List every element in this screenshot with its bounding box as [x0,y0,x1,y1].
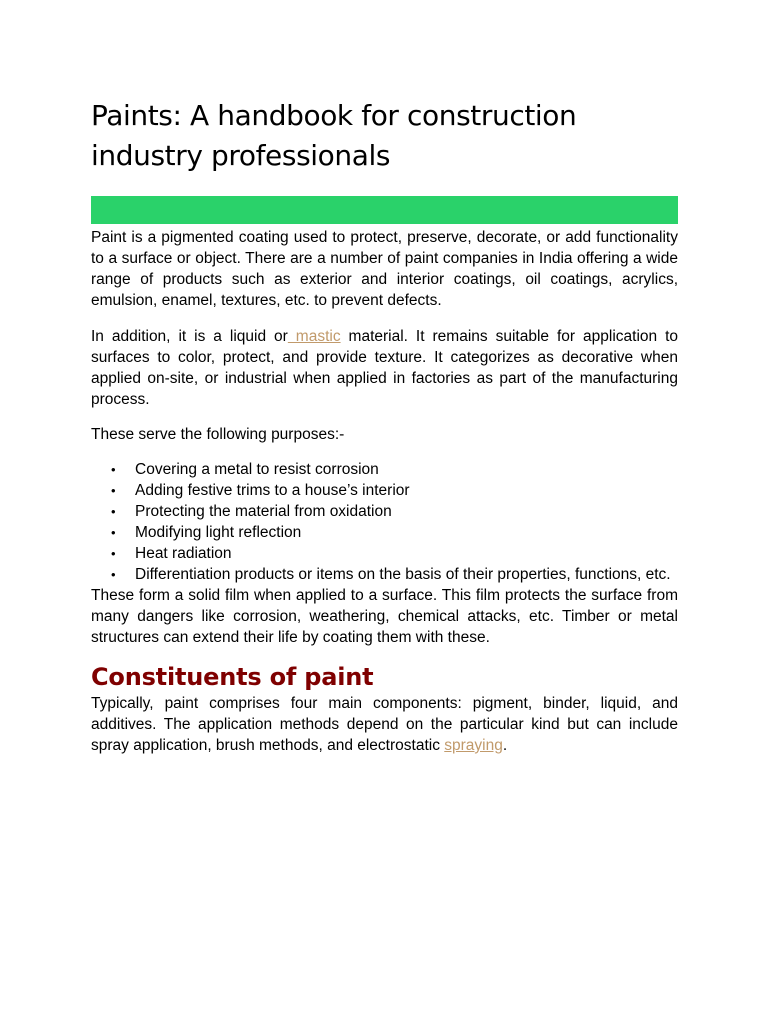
purposes-intro: These serve the following purposes:- [91,426,345,443]
list-item-text: Modifying light reflection [135,524,302,541]
list-item [91,480,678,501]
bullet-icon: • [111,546,116,561]
mastic-paragraph-start: In addition, it is a liquid or [91,328,288,345]
constituents-paragraph-start: Typically, paint comprises four main components: pigment, binder, liquid, and additives. The application methods depend on the particular kind but can include spray application, brush methods, and electrostatic [91,695,678,754]
constituents-paragraph [91,693,678,756]
bullet-icon: • [111,483,116,498]
bullet-icon: • [111,462,116,477]
list-item-text: Differentiation products or items on the basis of their properties, functions, etc. [135,566,671,583]
purposes-list [91,459,678,585]
list-item-text: Protecting the material from oxidation [135,503,392,520]
list-item [91,459,678,480]
list-item-text: Covering a metal to resist corrosion [135,461,379,478]
list-item [91,564,678,585]
list-item-text: Heat radiation [135,545,232,562]
page-title: Paints: A handbook for construction industry professionals [91,99,577,172]
mastic-link[interactable]: mastic [287,328,341,345]
bullet-icon: • [111,567,116,582]
spraying-link[interactable]: spraying [444,737,503,754]
intro-paragraph: Paint is a pigmented coating used to protect, preserve, decorate, or add functionality to a surface or object. There are a number of paint companies in India offering a wide range of products such as exterior and interior coatings, oil coatings, acrylics, emulsion, enamel, textures, etc. to prevent defects. [91,229,678,309]
bullet-icon: • [111,525,116,540]
accent-bar [91,196,678,224]
list-item [91,543,678,564]
mastic-paragraph [91,326,678,410]
section-heading: Constituents of paint [91,663,374,691]
list-item [91,522,678,543]
mastic-paragraph-end: material. It remains suitable for application to surfaces to color, protect, and provide texture. It categorizes as decorative when applied on-site, or industrial when applied in factories as part of the manufacturing process. [91,328,679,408]
film-paragraph: These form a solid film when applied to a surface. This film protects the surface from many dangers like corrosion, weathering, chemical attacks, etc. Timber or metal structures can extend their life by coating them with these. [91,587,678,646]
list-item [91,501,678,522]
list-item-text: Adding festive trims to a house’s interior [135,482,410,499]
bullet-icon: • [111,504,116,519]
constituents-paragraph-end: . [502,737,508,754]
